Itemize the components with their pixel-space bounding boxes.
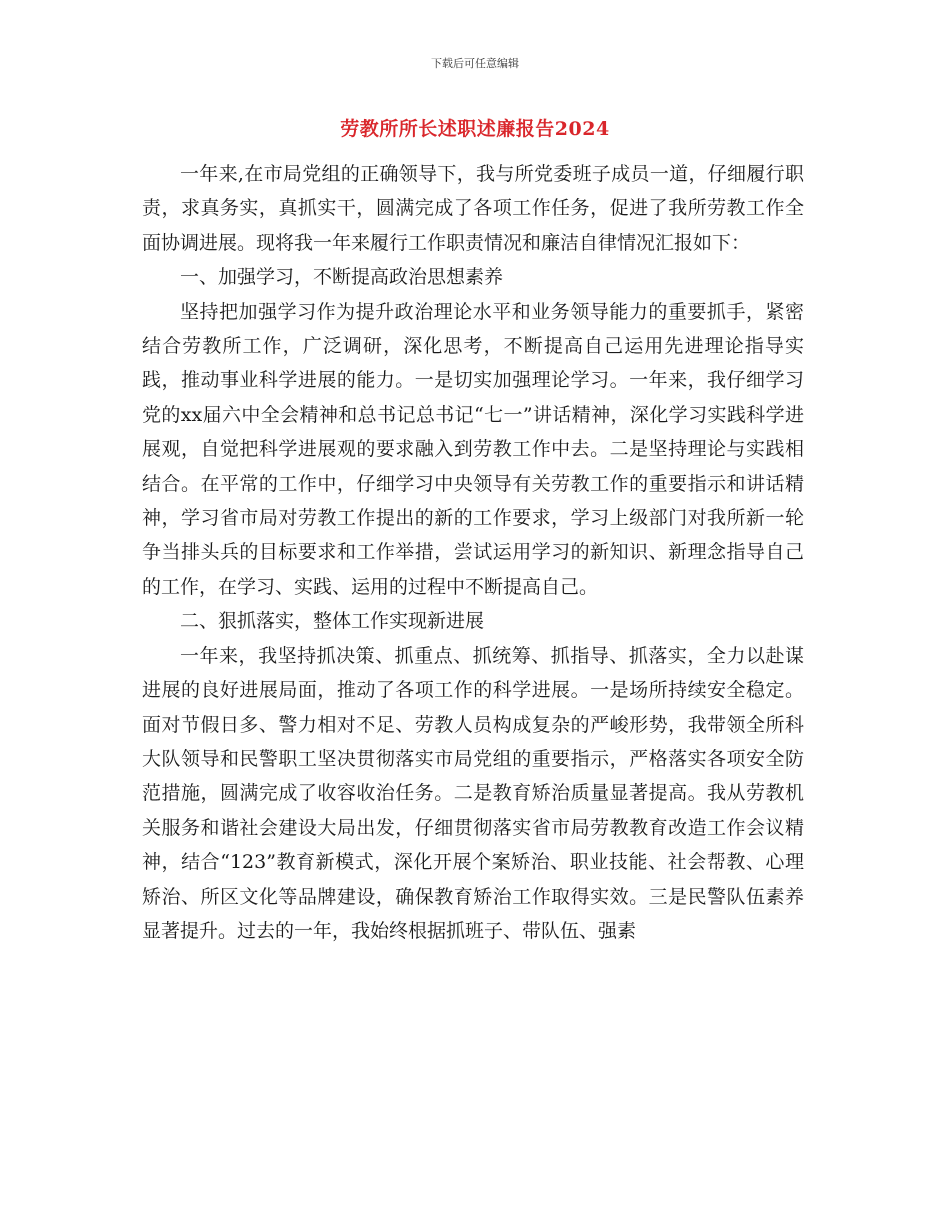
document-body bbox=[142, 157, 804, 948]
section-2-paragraph: 一年来，我坚持抓决策、抓重点、抓统筹、抓指导、抓落实，全力以赴谋进展的良好进展局面，推动了各项工作的科学进展。一是场所持续安全稳定。面对节假日多、警力相对不足、劳教人员构成复杂的严峻形势，我带领全所科大队领导和民警职工坚决贯彻落实市局党组的重要指示，严格落实各项安全防范措施，圆满完成了收容收治任务。二是教育矫治质量显著提高。我从劳教机关服务和谐社会建设大局出发，仔细贯彻落实省市局劳教教育改造工作会议精神，结合“123”教育新模式，深化开展个案矫治、职业技能、社会帮教、心理矫治、所区文化等品牌建设，确保教育矫治工作取得实效。三是民警队伍素养显著提升。过去的一年，我始终根据抓班子、带队伍、强素 bbox=[142, 644, 804, 942]
section-1-paragraph: 坚持把加强学习作为提升政治理论水平和业务领导能力的重要抓手，紧密结合劳教所工作，广泛调研，深化思考，不断提高自己运用先进理论指导实践，推动事业科学进展的能力。一是切实加强理论学习。一年来，我仔细学习党的xx届六中全会精神和总书记总书记“七一”讲话精神，深化学习实践科学进展观，自觉把科学进展观的要求融入到劳教工作中去。二是坚持理论与实践相结合。在平常的工作中，仔细学习中央领导有关劳教工作的重要指示和讲话精神，学习省市局对劳教工作提出的新的工作要求，学习上级部门对我所新一轮争当排头兵的目标要求和工作举措，尝试运用学习的新知识、新理念指导自己的工作，在学习、实践、运用的过程中不断提高自己。 bbox=[142, 300, 804, 598]
intro-paragraph: 一年来,在市局党组的正确领导下，我与所党委班子成员一道，仔细履行职责，求真务实，真抓实干，圆满完成了各项工作任务，促进了我所劳教工作全面协调进展。现将我一年来履行工作职责情况和廉洁自律情况汇报如下： bbox=[142, 163, 804, 254]
section-heading-2: 二、狠抓落实，整体工作实现新进展 bbox=[180, 610, 485, 633]
header-note: 下载后可任意编辑 bbox=[431, 57, 519, 70]
section-heading-1: 一、加强学习，不断提高政治思想素养 bbox=[180, 266, 504, 289]
document-title: 劳教所所长述职述廉报告2024 bbox=[340, 118, 610, 140]
